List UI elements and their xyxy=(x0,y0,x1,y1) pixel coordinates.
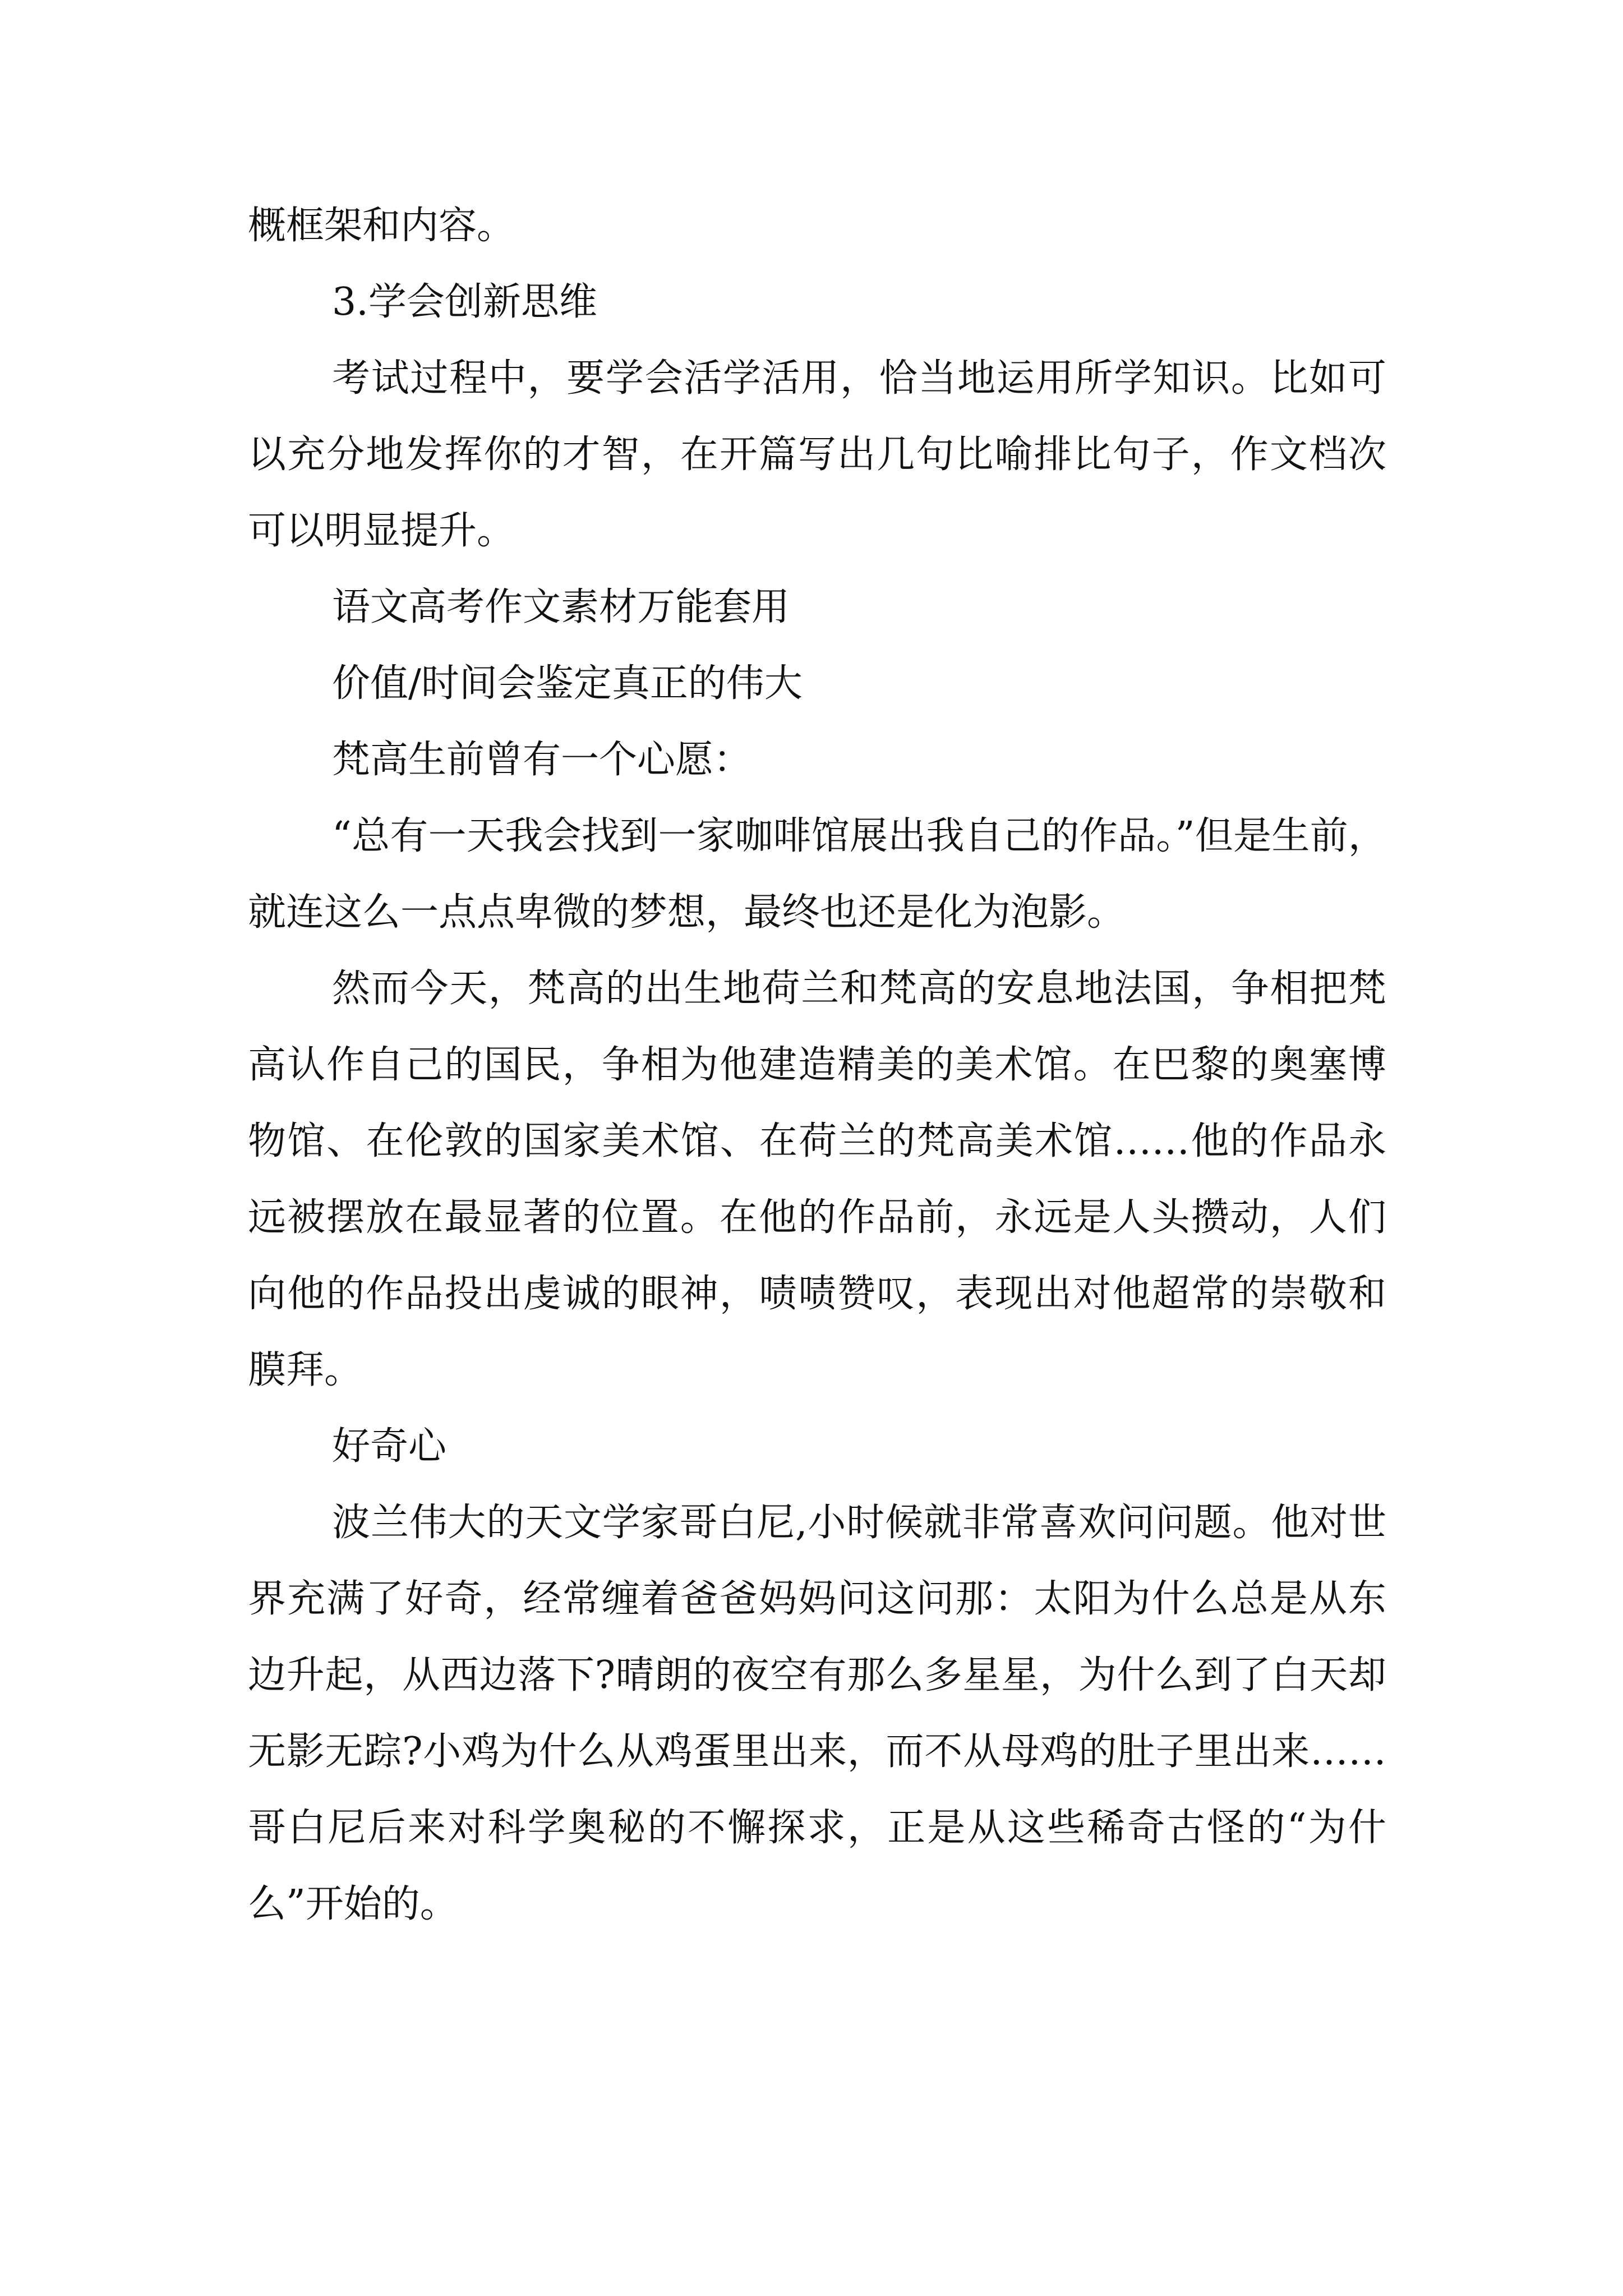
paragraph-van-gogh-wish: 梵高生前曾有一个心愿： xyxy=(332,738,752,782)
subheading-curiosity: 好奇心 xyxy=(332,1424,447,1469)
section-heading-material: 语文高考作文素材万能套用 xyxy=(332,585,790,629)
section-heading-innovative-thinking: 3.学会创新思维 xyxy=(332,280,597,324)
paragraph-van-gogh-quote: “总有一天我会找到一家咖啡馆展出我自己的作品。”但是生前，就连这么一点点卑微的梦想，最终也还是化为泡影。 xyxy=(248,814,1386,935)
document-body xyxy=(248,188,1386,1943)
paragraph-exam-advice: 考试过程中，要学会活学活用，恰当地运用所学知识。比如可以充分地发挥你的才智，在开篇写出几句比喻排比句子，作文档次可以明显提升。 xyxy=(248,356,1386,553)
paragraph-copernicus: 波兰伟大的天文学家哥白尼,小时候就非常喜欢问问题。他对世界充满了好奇，经常缠着爸爸妈妈问这问那：太阳为什么总是从东边升起，从西边落下?晴朗的夜空有那么多星星，为什么到了白天却无影无踪?小鸡为什么从鸡蛋里出来，而不从母鸡的肚子里出来……哥白尼后来对科学奥秘的不懈探求，正是从这些稀奇古怪的“为什么”开始的。 xyxy=(248,1501,1386,1926)
paragraph-van-gogh-today: 然而今天，梵高的出生地荷兰和梵高的安息地法国，争相把梵高认作自己的国民，争相为他建造精美的美术馆。在巴黎的奥塞博物馆、在伦敦的国家美术馆、在荷兰的梵高美术馆……他的作品永远被摆放在最显著的位置。在他的作品前，永远是人头攒动，人们向他的作品投出虔诚的眼神，啧啧赞叹，表现出对他超常的崇敬和膜拜。 xyxy=(248,967,1386,1392)
subheading-value-time: 价值/时间会鉴定真正的伟大 xyxy=(332,661,803,706)
paragraph-continuation: 概框架和内容。 xyxy=(248,204,515,248)
